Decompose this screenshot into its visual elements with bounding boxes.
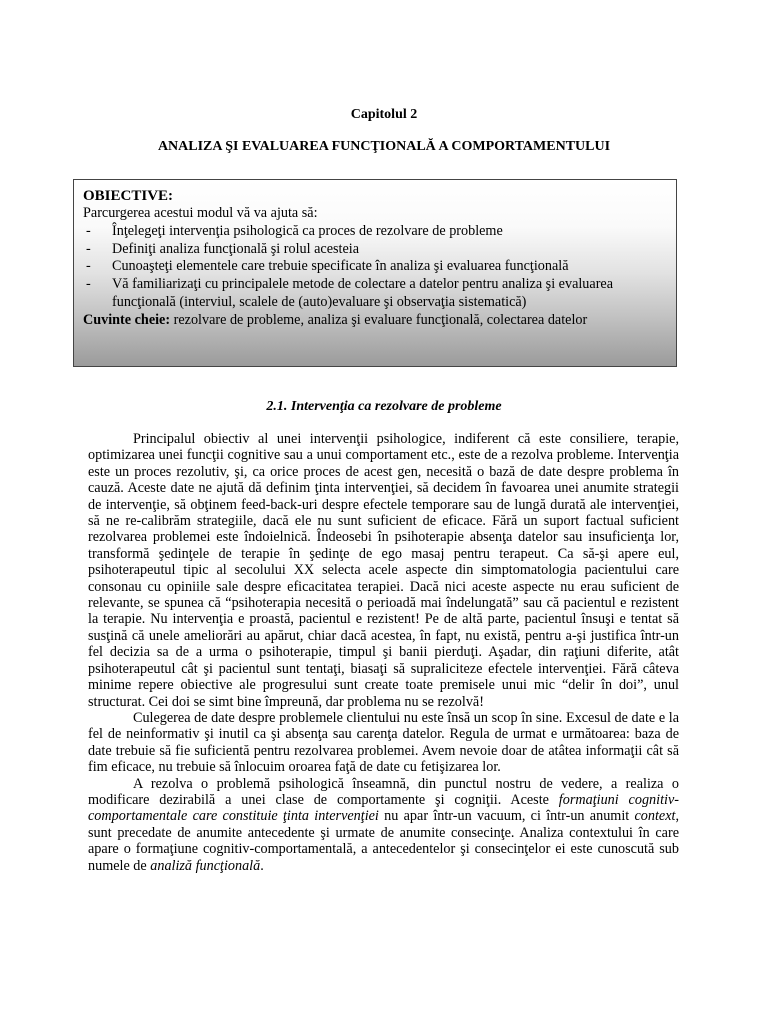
bullet-dash-icon: -: [86, 240, 91, 257]
bullet-dash-icon: -: [86, 222, 91, 239]
paragraph-3-emphasis: context: [634, 808, 676, 825]
paragraph-3-text: , sunt precedate de anumite antecedente şi urmate de anumite consecinţe. Analiza contextului în care apare o formaţiune cognitiv-comportamentală, a antecedentelor şi consecinţelor ei este cunoscută sub numele de: [88, 808, 680, 874]
keywords-line: [83, 312, 668, 330]
paragraph-3-text: nu apar într-un vacuum, ci într-un anumit: [378, 808, 635, 825]
section-title: 2.1. Intervenţia ca rezolvare de probleme: [266, 399, 502, 414]
objective-item: [83, 241, 668, 259]
keywords-text: rezolvare de probleme, analiza şi evaluare funcţională, colectarea datelor: [170, 311, 588, 328]
objective-text: Vă familiarizaţi cu principalele metode de colectare a datelor pentru analiza şi evaluarea funcţională (interviul, scalele de (auto)evaluare şi observaţia sistematică): [112, 276, 614, 310]
objective-item: [83, 223, 668, 241]
paragraph-3: [88, 776, 679, 874]
paragraph-3-text: A rezolva o problemă psihologică înseamnă, din punctul nostru de vedere, a realiza o modificare dezirabilă a unei clase de comportamente şi cogniţii. Aceste: [88, 775, 679, 808]
body-text: [88, 431, 679, 874]
bullet-dash-icon: -: [86, 276, 91, 293]
bullet-dash-icon: -: [86, 258, 91, 275]
objective-text: Cunoaşteţi elementele care trebuie specificate în analiza şi evaluarea funcţională: [112, 258, 569, 275]
chapter-title: ANALIZA ŞI EVALUAREA FUNCŢIONALĂ A COMPORTAMENTULUI: [157, 139, 611, 154]
objective-text: Definiţi analiza funcţională şi rolul acesteia: [112, 240, 359, 257]
chapter-number: Capitolul 2: [350, 107, 418, 122]
objective-text: Înţelegeţi intervenţia psihologică ca proces de rezolvare de probleme: [112, 222, 503, 239]
objectives-intro: Parcurgerea acestui modul vă va ajuta să:: [83, 205, 318, 221]
objective-item: [83, 258, 668, 276]
objectives-heading: OBIECTIVE:: [83, 188, 174, 204]
keywords-label: Cuvinte cheie:: [83, 311, 171, 328]
objectives-box: [73, 179, 677, 367]
objective-item: [83, 276, 668, 312]
objectives-list: [83, 223, 668, 312]
paragraph-3-text: .: [260, 857, 264, 874]
paragraph-1: Principalul obiectiv al unei intervenţii psihologice, indiferent că este consiliere, terapie, optimizarea unei funcţii cognitive sau a unui comportament etc., este de a rezolva probleme. Intervenţia este un proces rezolutiv, şi, ca orice proces de acest gen, necesită o bază de date despre problema în cauză. Aceste date ne ajută dă definim ţinta intervenţiei, să decidem în favoarea unei anumite strategii de intervenţie, să obţinem feed-back-uri despre efectele temporare sau de lungă durată ale intervenţiei, să ne re-calibrăm strategiile, dacă ele nu sunt suficient de eficace. Fără un suport factual suficient rezolvarea problemei este îndoielnică. Îndeosebi în psihoterapie absenţa datelor sau insuficienţa lor, transformă şedinţele de terapie în şedinţe de ego masaj pentru terapeut. Ca să-şi apere eul, psihoterapeutul tipic al secolului XX selecta acele aspecte din simptomatologia pacientului care consonau cu opiniile sale despre eficacitatea terapiei. Dacă nici aceste aspecte nu erau suficient de relevante, se spunea că “psihoterapia necesită o perioadă mai îndelungată” sau că pacientul e rezistent la terapie. Nu intervenţia e proastă, pacientul e rezistent! Pe de altă parte, pacientul însuşi e tentat să susţină că unele ameliorări au apărut, chiar dacă acestea, în fapt, nu există, pentru a-şi justifica într-un fel decizia sa de a urma o psihoterapie, timpul şi banii pierduţi. Aşadar, din raţiuni diferite, atât psihoterapeutul cât şi pacientul sunt tentaţi, biasaţi să supraliciteze efectele intervenţiei. Fără câteva minime repere obiective ale progresului sunt create toate premisele unui mic “delir în doi”, unul structurat. Cei doi se simt bine împreună, dar problema nu se rezolvă!: [88, 431, 679, 710]
paragraph-3-emphasis: analiză funcţională: [150, 857, 261, 874]
paragraph-2: Culegerea de date despre problemele clientului nu este însă un scop în sine. Excesul de date e la fel de neinformativ şi inutil ca şi absenţa sau carenţa datelor. Regula de urmat e următoarea: baza de date trebuie să fie suficientă pentru rezolvarea problemei. Avem nevoie doar de atâtea informaţii cât să fim eficace, nu trebuie să înlocuim oroarea faţă de date cu fetişizarea lor.: [88, 709, 679, 776]
paragraph-3-emphasis: formaţiuni cognitiv-comportamentale care constituie ţinta intervenţiei: [88, 791, 679, 825]
